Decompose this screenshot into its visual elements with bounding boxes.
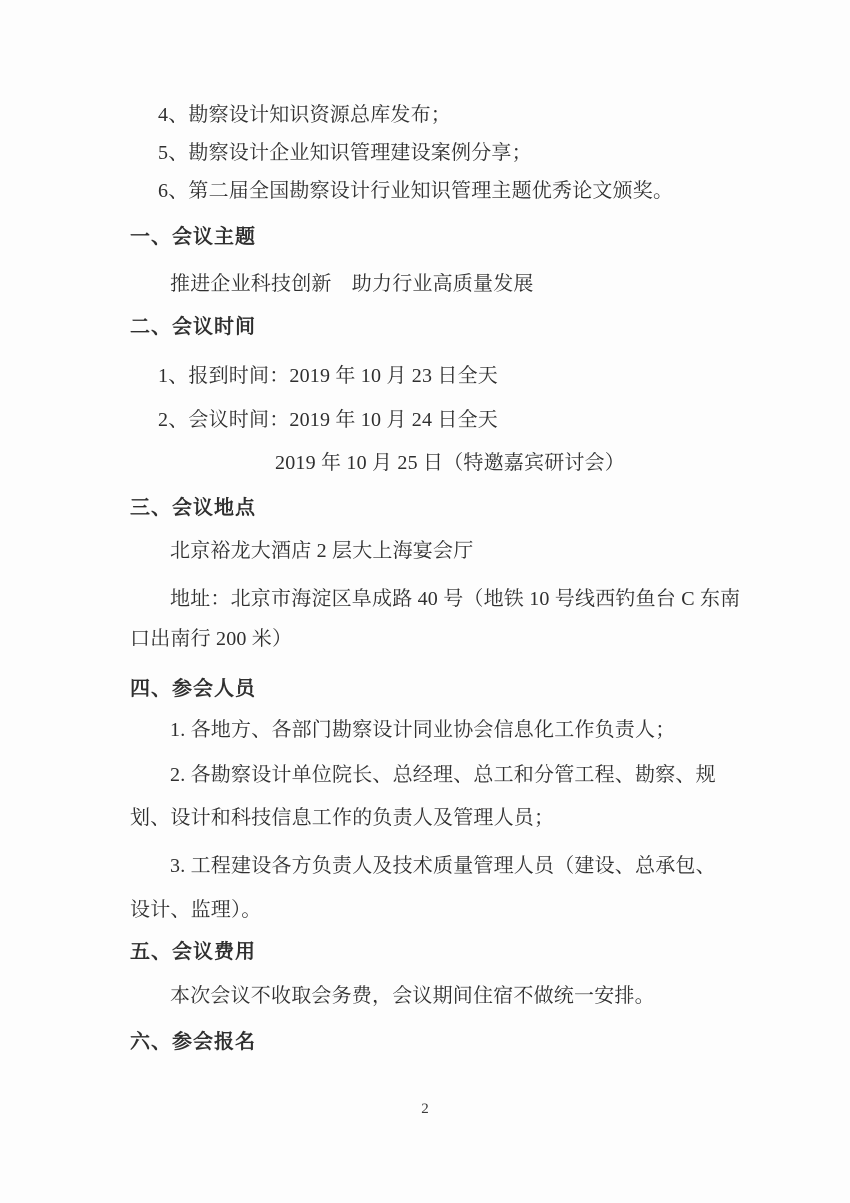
section-heading-4: 四、参会人员: [130, 678, 256, 700]
section-heading-6: 六、参会报名: [130, 1031, 256, 1053]
body-line: 1. 各地方、各部门勘察设计同业协会信息化工作负责人；: [170, 719, 676, 741]
page-number: 2: [421, 1101, 429, 1117]
body-line: 1、报到时间：2019 年 10 月 23 日全天: [158, 365, 498, 387]
body-line: 3. 工程建设各方负责人及技术质量管理人员（建设、总承包、: [170, 855, 716, 877]
body-line: 本次会议不收取会务费，会议期间住宿不做统一安排。: [170, 985, 655, 1007]
agenda-item: 5、勘察设计企业知识管理建设案例分享；: [158, 142, 532, 164]
agenda-item: 4、勘察设计知识资源总库发布；: [158, 104, 451, 126]
body-line: 2. 各勘察设计单位院长、总经理、总工和分管工程、勘察、规: [170, 764, 716, 786]
body-line: 划、设计和科技信息工作的负责人及管理人员；: [130, 807, 555, 829]
section-heading-5: 五、会议费用: [130, 941, 256, 963]
section-heading-2: 二、会议时间: [130, 316, 256, 338]
agenda-item: 6、第二届全国勘察设计行业知识管理主题优秀论文颁奖。: [158, 180, 674, 202]
body-line: 设计、监理）。: [130, 899, 262, 921]
body-line: 口出南行 200 米）: [130, 628, 293, 650]
body-line: 2、会议时间：2019 年 10 月 24 日全天: [158, 409, 498, 431]
body-line: 北京裕龙大酒店 2 层大上海宴会厅: [170, 540, 474, 562]
body-line: 推进企业科技创新 助力行业高质量发展: [170, 273, 534, 295]
body-line: 2019 年 10 月 25 日（特邀嘉宾研讨会）: [275, 452, 625, 474]
section-heading-1: 一、会议主题: [130, 226, 256, 248]
section-heading-3: 三、会议地点: [130, 497, 256, 519]
body-line: 地址：北京市海淀区阜成路 40 号（地铁 10 号线西钓鱼台 C 东南: [170, 588, 741, 610]
